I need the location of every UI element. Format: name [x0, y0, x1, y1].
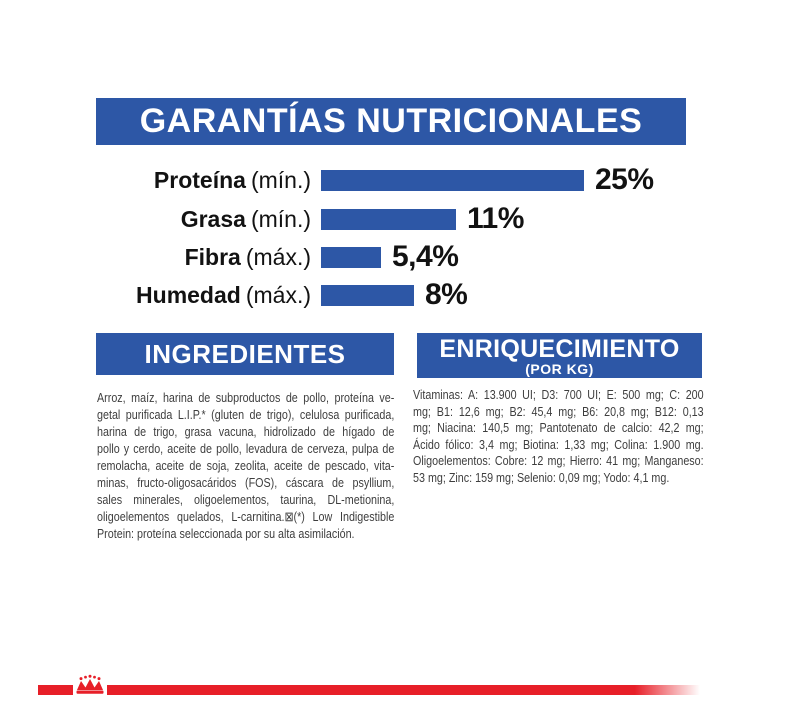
nutrient-qualifier: (máx.): [245, 281, 311, 308]
fiber-bar: [321, 247, 381, 268]
enrichment-paragraph: [413, 387, 704, 486]
nutrient-qualifier: (mín.): [250, 205, 311, 232]
text-line: Arroz, maíz, harina de subproductos de pollo, proteína ve-: [97, 390, 395, 405]
chart-row-moisture: [0, 280, 467, 310]
text-line: harina de trigo, grasa vacuna, hidrolizado de hígado de: [97, 424, 395, 439]
protein-value-label: 25%: [595, 163, 654, 196]
enrichment-subtitle: (POR KG): [525, 361, 594, 377]
chart-row-label: [0, 167, 311, 194]
text-line: oligoelementos quelados, L-carnitina.⊠(*) Low Indigestible: [97, 509, 395, 524]
text-line: minas, fructo-oligosacáridos (FOS), cáscara de psyllium,: [97, 475, 395, 490]
section-banner-ingredients: [96, 333, 394, 375]
nutrient-qualifier: (máx.): [245, 243, 311, 270]
text-line: Ácido fólico: 3,4 mg; Biotina: 1,33 mg; Colina: 1.900 mg.: [413, 436, 704, 452]
section-banner-guarantees: [96, 98, 686, 145]
text-line: sales minerales, oligoelementos, taurina, DL-metionina,: [97, 492, 395, 507]
crown-icon: [73, 674, 107, 696]
guarantees-title: GARANTÍAS NUTRICIONALES: [139, 102, 643, 140]
text-line: 53 mg; Zinc: 159 mg; Selenio: 0,09 mg; Yodo: 4,1 mg.: [413, 469, 670, 485]
nutrient-name: Fibra: [184, 243, 241, 270]
chart-row-fat: [0, 204, 524, 234]
text-line: remolacha, aceite de soja, zeolita, aceite de pescado, vita-: [97, 458, 395, 473]
chart-row-label: [0, 282, 311, 309]
nutrient-qualifier: (mín.): [250, 166, 311, 193]
moisture-bar: [321, 285, 414, 306]
text-line: Oligoelementos: Cobre: 12 mg; Hierro: 41 mg; Manganeso:: [413, 453, 704, 468]
ingredients-title: INGREDIENTES: [144, 339, 346, 369]
ingredients-paragraph: [97, 389, 394, 542]
moisture-value-label: 8%: [425, 278, 468, 311]
text-line: getal purificada L.I.P.* (gluten de trigo), celulosa purificada,: [97, 407, 395, 422]
protein-bar: [321, 170, 584, 191]
text-line: Vitaminas: A: 13.900 UI; D3: 700 UI; E: 500 mg; C: 200: [413, 387, 704, 402]
fat-value-label: 11%: [467, 202, 524, 235]
nutrient-name: Grasa: [180, 205, 246, 232]
fat-bar: [321, 209, 456, 230]
enrichment-title: ENRIQUECIMIENTO: [439, 335, 680, 363]
chart-row-label: [0, 244, 311, 271]
fiber-value-label: 5,4%: [392, 240, 459, 273]
chart-row-protein: [0, 165, 654, 195]
text-line: mg; B1: 12,6 mg; B2: 45,4 mg; B6: 20,8 mg; B12: 0,13: [413, 403, 704, 419]
brand-stripe-left: [38, 685, 73, 695]
text-line: Protein: proteína seleccionada por su alta asimilación.: [97, 526, 355, 541]
section-banner-enrichment: [417, 333, 702, 378]
text-line: pollo y cerdo, aceite de pollo, levadura de cerveza, pulpa de: [97, 441, 395, 456]
chart-row-label: [0, 206, 311, 233]
chart-row-fiber: [0, 242, 458, 272]
nutrient-name: Humedad: [136, 281, 241, 308]
text-line: mg; Niacina: 140,5 mg; Pantotenato de calcio: 42,2 mg;: [413, 420, 704, 435]
brand-stripe-right: [107, 685, 700, 695]
nutrient-name: Proteína: [153, 166, 246, 193]
